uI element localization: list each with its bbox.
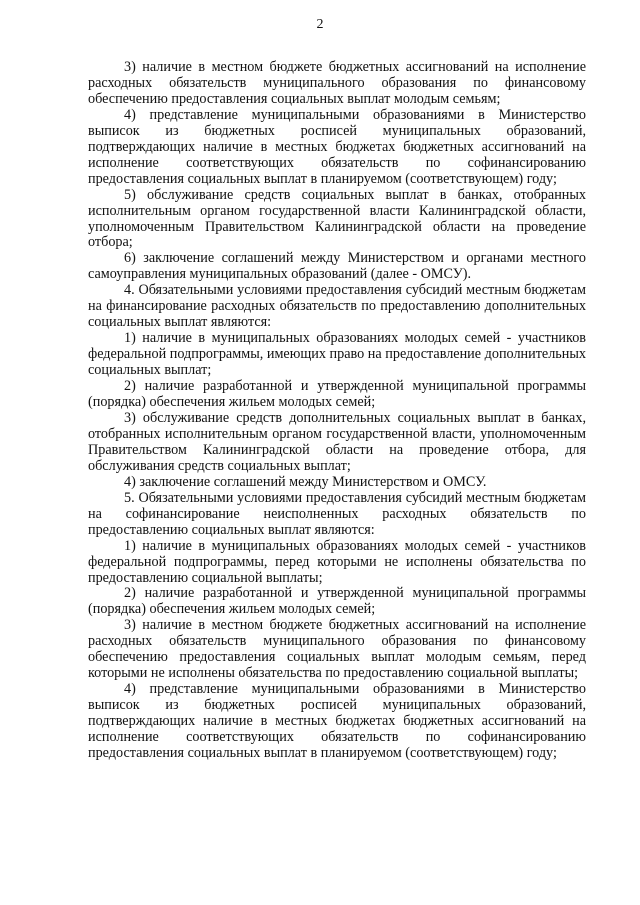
paragraph-4-3: 3) обслуживание средств дополнительных социальных выплат в банках, отобранных исполнительным органом государственной власти, уполномоченным Правительством Калининградской области на проведение отбора, для обслуживания средств социальных выплат; (88, 409, 586, 474)
paragraph-5-2: 2) наличие разработанной и утвержденной муниципальной программы (порядка) обеспечения жильем молодых семей; (88, 585, 586, 618)
page-number: 2 (316, 17, 324, 32)
paragraph-3-3: 3) наличие в местном бюджете бюджетных ассигнований на исполнение расходных обязательств муниципального образования по финансовому обеспечению предоставления социальных выплат молодым семьям; (88, 59, 586, 107)
section-4-heading: 4. Обязательными условиями предоставления субсидий местным бюджетам на финансирование расходных обязательств по предоставлению дополнительных социальных выплат являются: (88, 282, 586, 331)
paragraph-4-1: 1) наличие в муниципальных образованиях молодых семей - участников федеральной подпрограммы, имеющих право на предоставление дополнительных социальных выплат; (88, 330, 586, 379)
document-body (88, 60, 586, 762)
section-5-heading: 5. Обязательными условиями предоставления субсидий местным бюджетам на софинансирование неисполненных расходных обязательств по предоставлению социальных выплат являются: (88, 489, 586, 538)
paragraph-5-4: 4) представление муниципальными образованиями в Министерство выписок из бюджетных росписей муниципальных образований, подтверждающих наличие в местных бюджетах бюджетных ассигнований на исполнение соответствующих обязательств по софинансированию предоставления социальных выплат в планируемом (соответствующем) году; (88, 681, 586, 761)
paragraph-5-3: 3) наличие в местном бюджете бюджетных ассигнований на исполнение расходных обязательств муниципального образования по финансовому обеспечению предоставления социальных выплат молодым семьям, перед которыми не исполнены обязательства по предоставлению социальной выплаты; (88, 617, 586, 682)
paragraph-4-2: 2) наличие разработанной и утвержденной муниципальной программы (порядка) обеспечения жильем молодых семей; (88, 378, 586, 411)
paragraph-5-1: 1) наличие в муниципальных образованиях молодых семей - участников федеральной подпрограммы, перед которыми не исполнены обязательства по предоставлению социальной выплаты; (88, 537, 586, 586)
paragraph-3-4: 4) представление муниципальными образованиями в Министерство выписок из бюджетных росписей муниципальных образований, подтверждающих наличие в местных бюджетах бюджетных ассигнований на исполнение соответствующих обязательств по софинансированию предоставления социальных выплат в планируемом (соответствующем) году; (88, 106, 586, 187)
paragraph-4-4: 4) заключение соглашений между Министерством и ОМСУ. (124, 473, 487, 490)
paragraph-3-5: 5) обслуживание средств социальных выплат в банках, отобранных исполнительным органом государственной власти Калининградской области, уполномоченным Правительством Калининградской области на проведение отбора; (88, 186, 586, 251)
paragraph-3-6: 6) заключение соглашений между Министерством и органами местного самоуправления муниципальных образований (далее - ОМСУ). (88, 250, 586, 283)
